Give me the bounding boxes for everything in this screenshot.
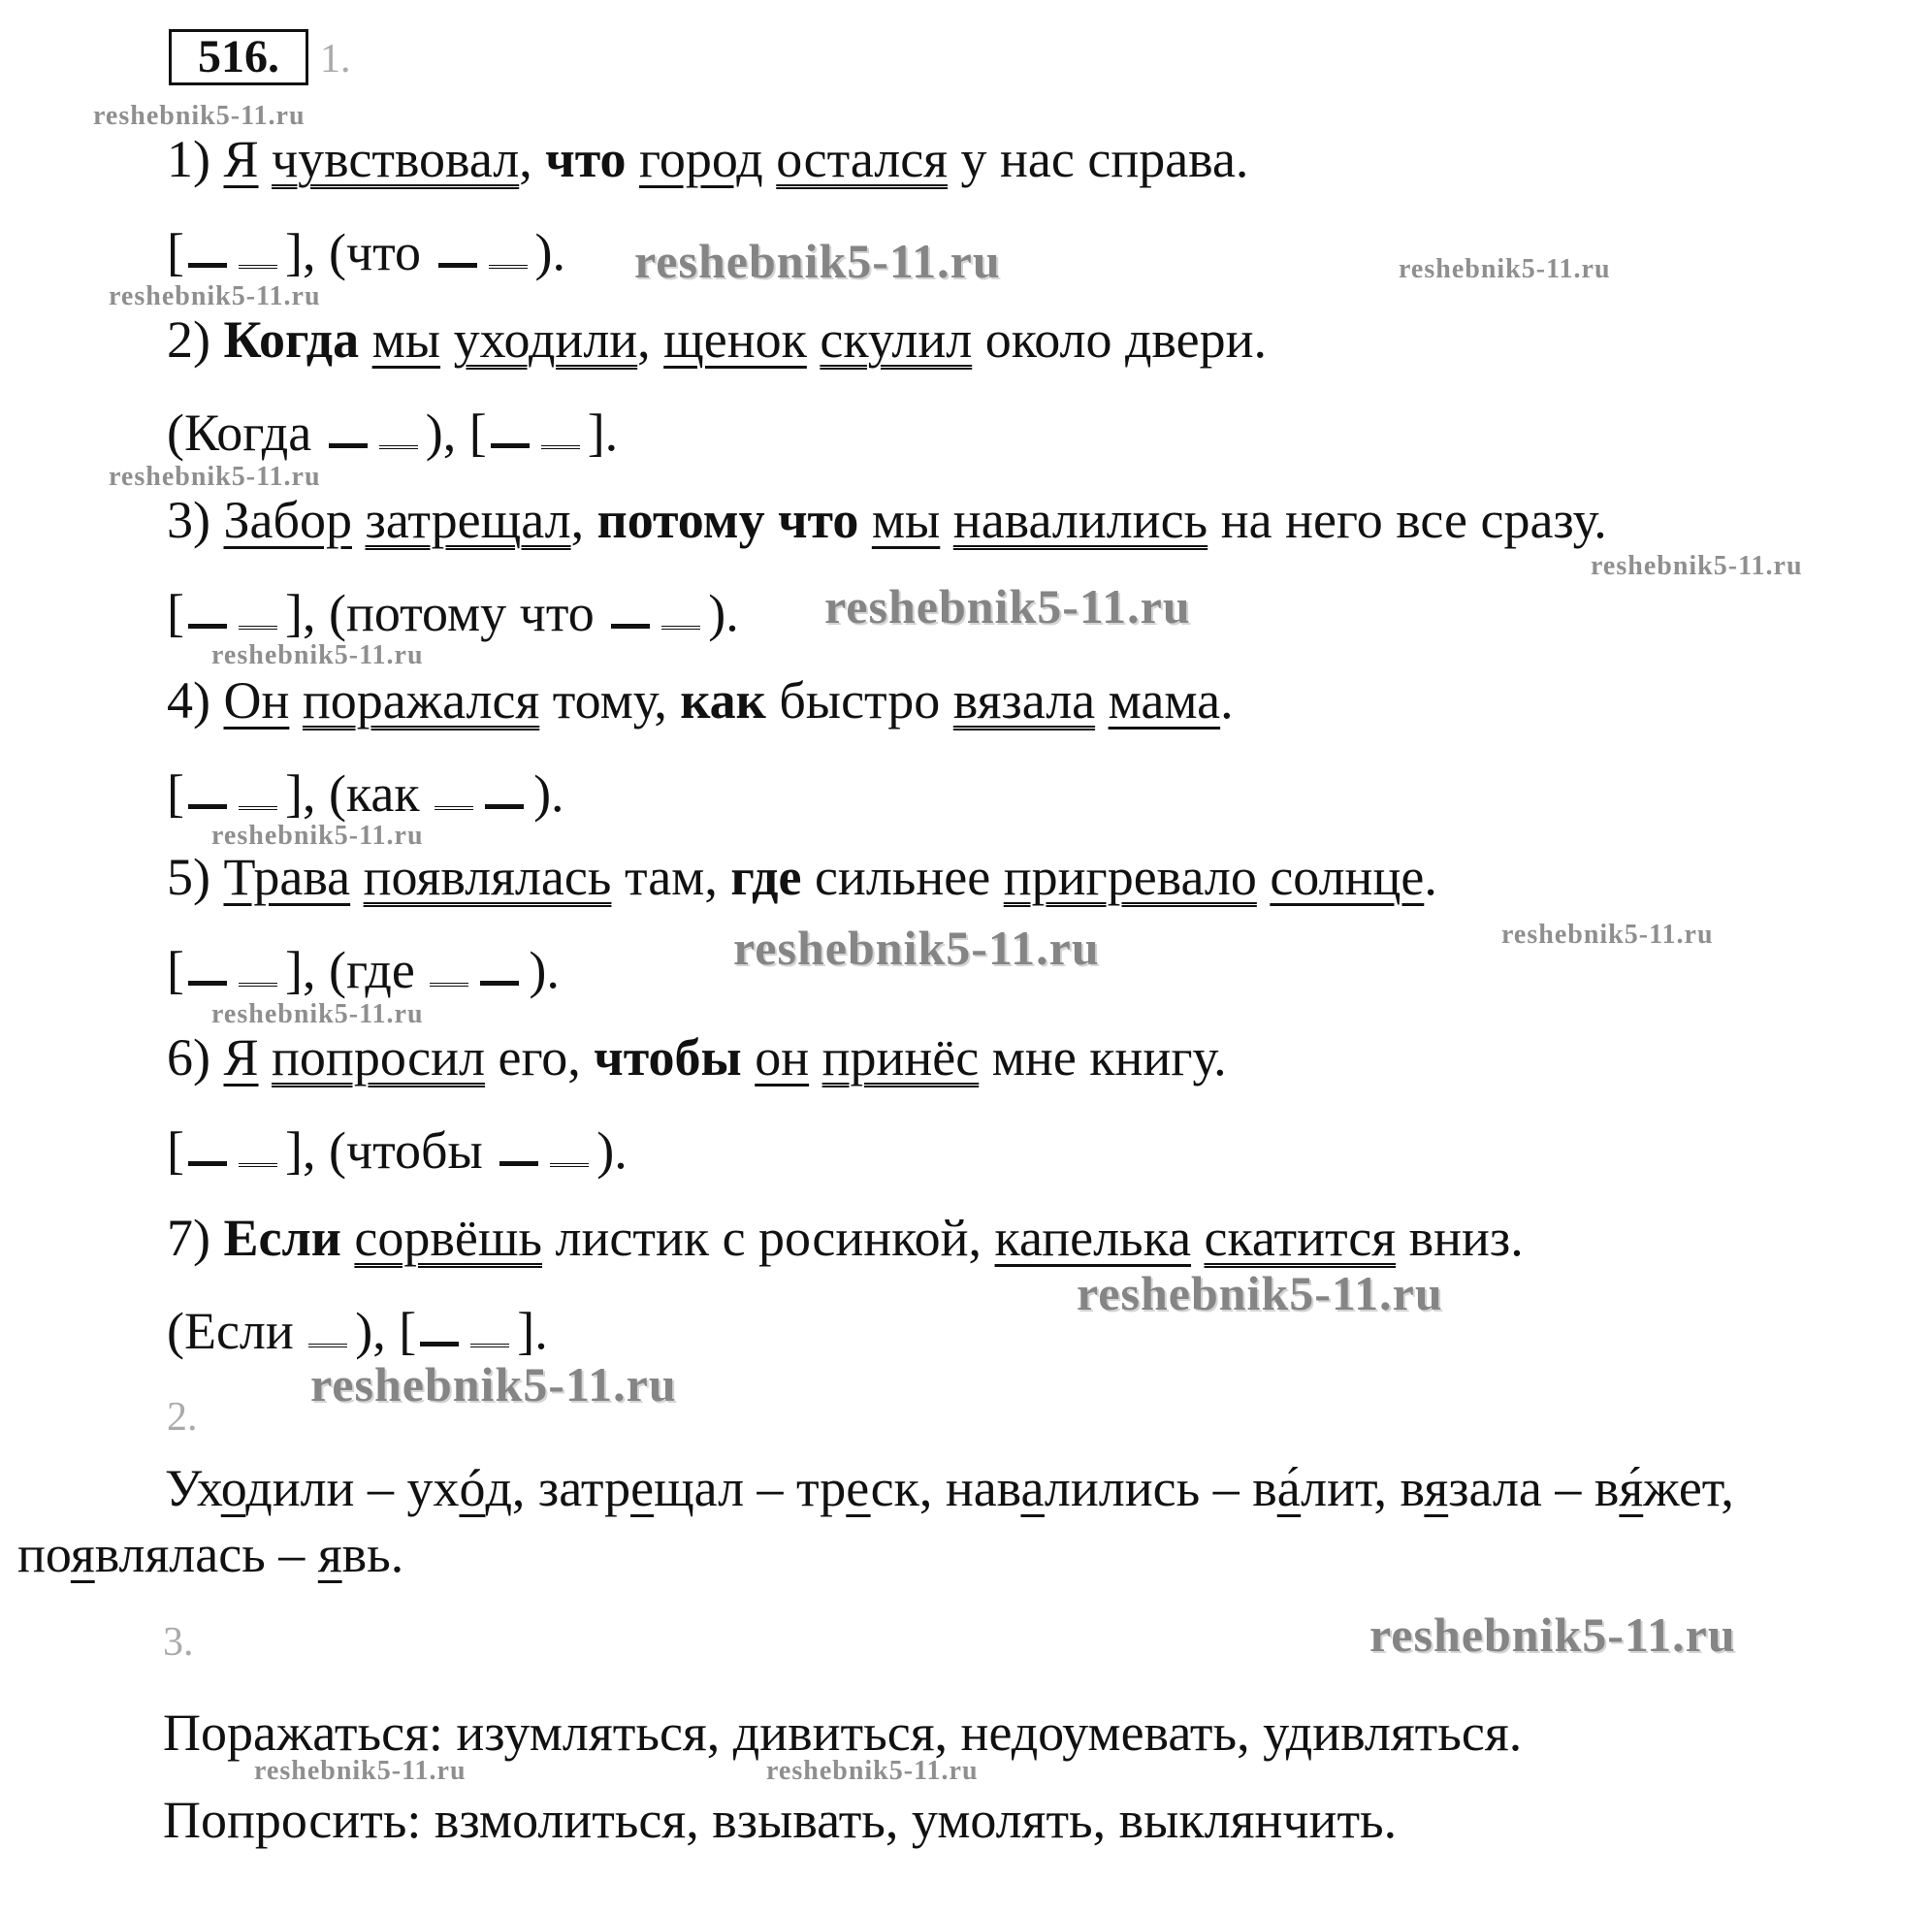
watermark: reshebnik5-11.ru (1369, 1607, 1736, 1662)
sentence-6: 6) Я попросил его, чтобы он принёс мне книгу. (167, 1028, 1227, 1087)
sentence-4: 4) Он поражался тому, как быстро вязала мама. (167, 671, 1234, 730)
subject: солнце (1270, 848, 1425, 906)
subject: Он (223, 671, 290, 730)
predicate: появлялась (363, 848, 612, 906)
watermark: reshebnik5-11.ru (109, 281, 321, 311)
predicate: вязала (952, 671, 1096, 730)
subject: капелька (994, 1209, 1192, 1267)
subject: щенок (663, 310, 807, 369)
conjunction: Если (223, 1209, 341, 1267)
conjunction: где (730, 848, 802, 906)
predicate: уходили (453, 310, 638, 369)
part3-line-2: Попросить: взмолиться, взывать, умолять, выклянчить. (163, 1791, 1398, 1849)
subject: мы (871, 491, 941, 549)
predicate: скулил (820, 310, 973, 369)
section-label: 1. (320, 37, 351, 81)
watermark: reshebnik5-11.ru (1591, 551, 1803, 581)
sentence-7: 7) Если сорвёшь листик с росинкой, капелька скатится вниз. (167, 1209, 1524, 1267)
scheme-4: [ ], (как ). (167, 764, 564, 823)
watermark: reshebnik5-11.ru (1077, 1266, 1443, 1320)
predicate: сорвёшь (354, 1209, 543, 1267)
predicate: навалились (952, 491, 1208, 549)
scheme-6: [ ], (чтобы ). (167, 1121, 628, 1180)
scheme-5: [ ], (где ). (167, 941, 560, 999)
subject: мы (371, 310, 441, 369)
watermark: reshebnik5-11.ru (211, 821, 424, 851)
subject: Я (223, 130, 259, 188)
part2-line-2: появлялась – явь. (17, 1525, 404, 1583)
sentence-5: 5) Трава появлялась там, где сильнее пригревало солнце. (167, 848, 1437, 906)
scheme-3: [ ], (потому что ). (167, 584, 739, 642)
conjunction: чтобы (594, 1028, 742, 1087)
watermark: reshebnik5-11.ru (310, 1357, 677, 1411)
subject: Я (223, 1028, 259, 1087)
watermark: reshebnik5-11.ru (1399, 254, 1611, 284)
watermark: reshebnik5-11.ru (109, 462, 321, 492)
watermark: reshebnik5-11.ru (254, 1756, 467, 1786)
sentence-3: 3) Забор затрещал, потому что мы навалились на него все сразу. (167, 491, 1607, 549)
conjunction: как (680, 671, 766, 730)
predicate: затрещал (365, 491, 571, 549)
subject: Забор (223, 491, 352, 549)
watermark: reshebnik5-11.ru (1501, 920, 1714, 950)
predicate: попросил (272, 1028, 485, 1087)
conjunction: потому что (596, 491, 859, 549)
sentence-2: 2) Когда мы уходили, щенок скулил около двери. (167, 310, 1267, 369)
sentence-1: 1) Я чувствовал, что город остался у нас справа. (167, 130, 1249, 188)
subject: он (755, 1028, 810, 1087)
conjunction: Когда (223, 310, 360, 369)
predicate: чувствовал (272, 130, 520, 188)
subject: мама (1108, 671, 1221, 730)
predicate: пригревало (1003, 848, 1257, 906)
scheme-7: (Если ), [ ]. (167, 1302, 548, 1360)
scheme-2: (Когда ), [ ]. (167, 404, 619, 462)
watermark: reshebnik5-11.ru (733, 921, 1100, 975)
exercise-number: 516. (169, 29, 308, 85)
predicate: скатится (1204, 1209, 1397, 1267)
predicate: остался (776, 130, 949, 188)
watermark: reshebnik5-11.ru (93, 101, 306, 131)
watermark: reshebnik5-11.ru (824, 579, 1191, 633)
part2-line-1: Уходили – ухóд, затрещал – треск, навалились – в´ алит, вязала – в´ яжет, (165, 1457, 1734, 1519)
subject: Трава (223, 848, 351, 906)
predicate: принёс (821, 1028, 980, 1087)
part3-line-1: Поражаться: изумляться, дивиться, недоумевать, удивляться. (163, 1703, 1523, 1762)
watermark: reshebnik5-11.ru (211, 640, 424, 670)
watermark: reshebnik5-11.ru (211, 999, 424, 1029)
conjunction: что (545, 130, 627, 188)
section-label: 3. (163, 1620, 194, 1665)
predicate: поражался (302, 671, 540, 730)
watermark: reshebnik5-11.ru (634, 234, 1001, 288)
subject: город (639, 130, 763, 188)
section-label: 2. (167, 1395, 198, 1440)
watermark: reshebnik5-11.ru (766, 1756, 979, 1786)
scheme-1: [ ], (что ). (167, 223, 565, 281)
